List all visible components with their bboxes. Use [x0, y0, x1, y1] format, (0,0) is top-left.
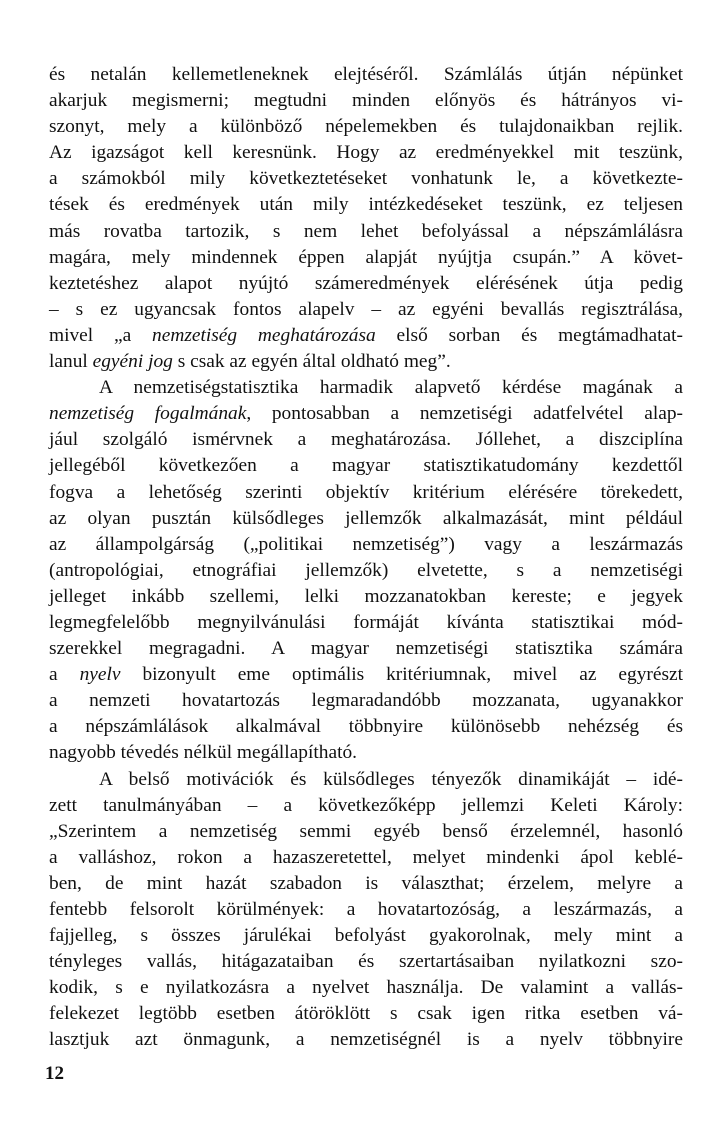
- body-text: [49, 62, 683, 1054]
- text-line: kodik, s e nyilatkozásra a nyelvet használja. De valamint a vallás-: [49, 977, 683, 999]
- text-line: A nemzetiségstatisztika harmadik alapvető kérdése magának a: [99, 377, 683, 399]
- text-line: legmegfelelőbb megnyilvánulási formáját kívánta statisztikai mód-: [49, 611, 683, 633]
- text-line: fogva a lehetőség szerinti objektív kritérium elérésére törekedett,: [49, 481, 683, 503]
- text-line: „Szerintem a nemzetiség semmi egyéb benső érzelemnél, hasonló: [49, 820, 683, 842]
- text-line: az olyan pusztán külsődleges jellemzők alkalmazását, mint például: [49, 507, 683, 529]
- text-line: a népszámlálások alkalmával többnyire különösebb nehézség és: [49, 716, 683, 738]
- text-line: nemzetiség fogalmának, pontosabban a nemzetiségi adatfelvétel alap-: [49, 403, 684, 425]
- text-line: A belső motivációk és külsődleges tényezők dinamikáját – idé-: [99, 768, 683, 790]
- text-line: lanul egyéni jog s csak az egyén által oldható meg”.: [49, 351, 451, 373]
- text-line: keztetéshez alapot nyújtó számeredmények elérésének útja pedig: [49, 272, 683, 294]
- text-line: fentebb felsorolt körülmények: a hovatartozóság, a leszármazás, a: [49, 899, 683, 920]
- text-line: tényleges vallás, hitágazataiban és szertartásaiban nyilatkozni szo-: [49, 951, 683, 973]
- text-line: (antropológiai, etnográfiai jellemzők) elvetette, s a nemzetiségi: [49, 559, 683, 581]
- text-line: tések és eredmények után mily intézkedéseket teszünk, ez teljesen: [49, 194, 683, 216]
- text-line: ben, de mint hazát szabadon is választhat; érzelem, melyre a: [49, 872, 683, 894]
- text-line: jelleget inkább szellemi, lelki mozzanatokban kereste; e jegyek: [49, 585, 683, 607]
- text-line: akarjuk megismerni; megtudni minden előnyös és hátrányos vi-: [49, 90, 683, 112]
- text-line: a nyelv bizonyult eme optimális kritériumnak, mivel az egyrészt: [49, 664, 683, 686]
- text-line: – s ez ugyancsak fontos alapelv – az egyéni bevallás regisztrálása,: [49, 298, 683, 320]
- text-line: zett tanulmányában – a következőképp jellemzi Keleti Károly:: [49, 794, 683, 816]
- page-number: 12: [45, 1063, 64, 1084]
- text-line: az állampolgárság („politikai nemzetiség”) vagy a leszármazás: [49, 533, 683, 555]
- text-line: a számokból mily következtetéseket vonhatunk le, a következte-: [49, 168, 683, 190]
- text-line: a nemzeti hovatartozás legmaradandóbb mozzanata, ugyanakkor: [49, 690, 683, 712]
- text-line: nagyobb tévedés nélkül megállapítható.: [49, 742, 358, 764]
- text-line: mivel „a nemzetiség meghatározása első sorban és megtámadhatat-: [49, 324, 683, 346]
- text-line: szerekkel megragadni. A magyar nemzetiségi statisztika számára: [49, 638, 683, 660]
- text-line: jául szolgáló ismérvnek a meghatározása. Jóllehet, a diszciplína: [49, 429, 683, 451]
- text-line: szonyt, mely a különböző népelemekben és tulajdonaikban rejlik.: [49, 116, 683, 138]
- text-line: felekezet legtöbb esetben átöröklött s csak igen ritka esetben vá-: [49, 1003, 683, 1025]
- text-line: magára, mely mindennek éppen alapját nyújtja csupán.” A követ-: [49, 246, 683, 268]
- text-line: más rovatba tartozik, s nem lehet befolyással a népszámlálásra: [49, 220, 683, 242]
- text-line: lasztjuk azt önmagunk, a nemzetiségnél is a nyelv többnyire: [49, 1029, 683, 1051]
- text-line: a valláshoz, rokon a hazaszeretettel, melyet mindenki ápol keblé-: [49, 846, 683, 868]
- text-line: fajjelleg, s összes járulékai befolyást gyakorolnak, mely mint a: [49, 925, 683, 947]
- text-line: Az igazságot kell keresnünk. Hogy az eredményekkel mit teszünk,: [49, 142, 683, 164]
- text-line: jellegéből következően a magyar statisztikatudomány kezdettől: [49, 455, 683, 477]
- text-line: és netalán kellemetleneknek elejtéséről. Számlálás útján népünket: [49, 64, 683, 85]
